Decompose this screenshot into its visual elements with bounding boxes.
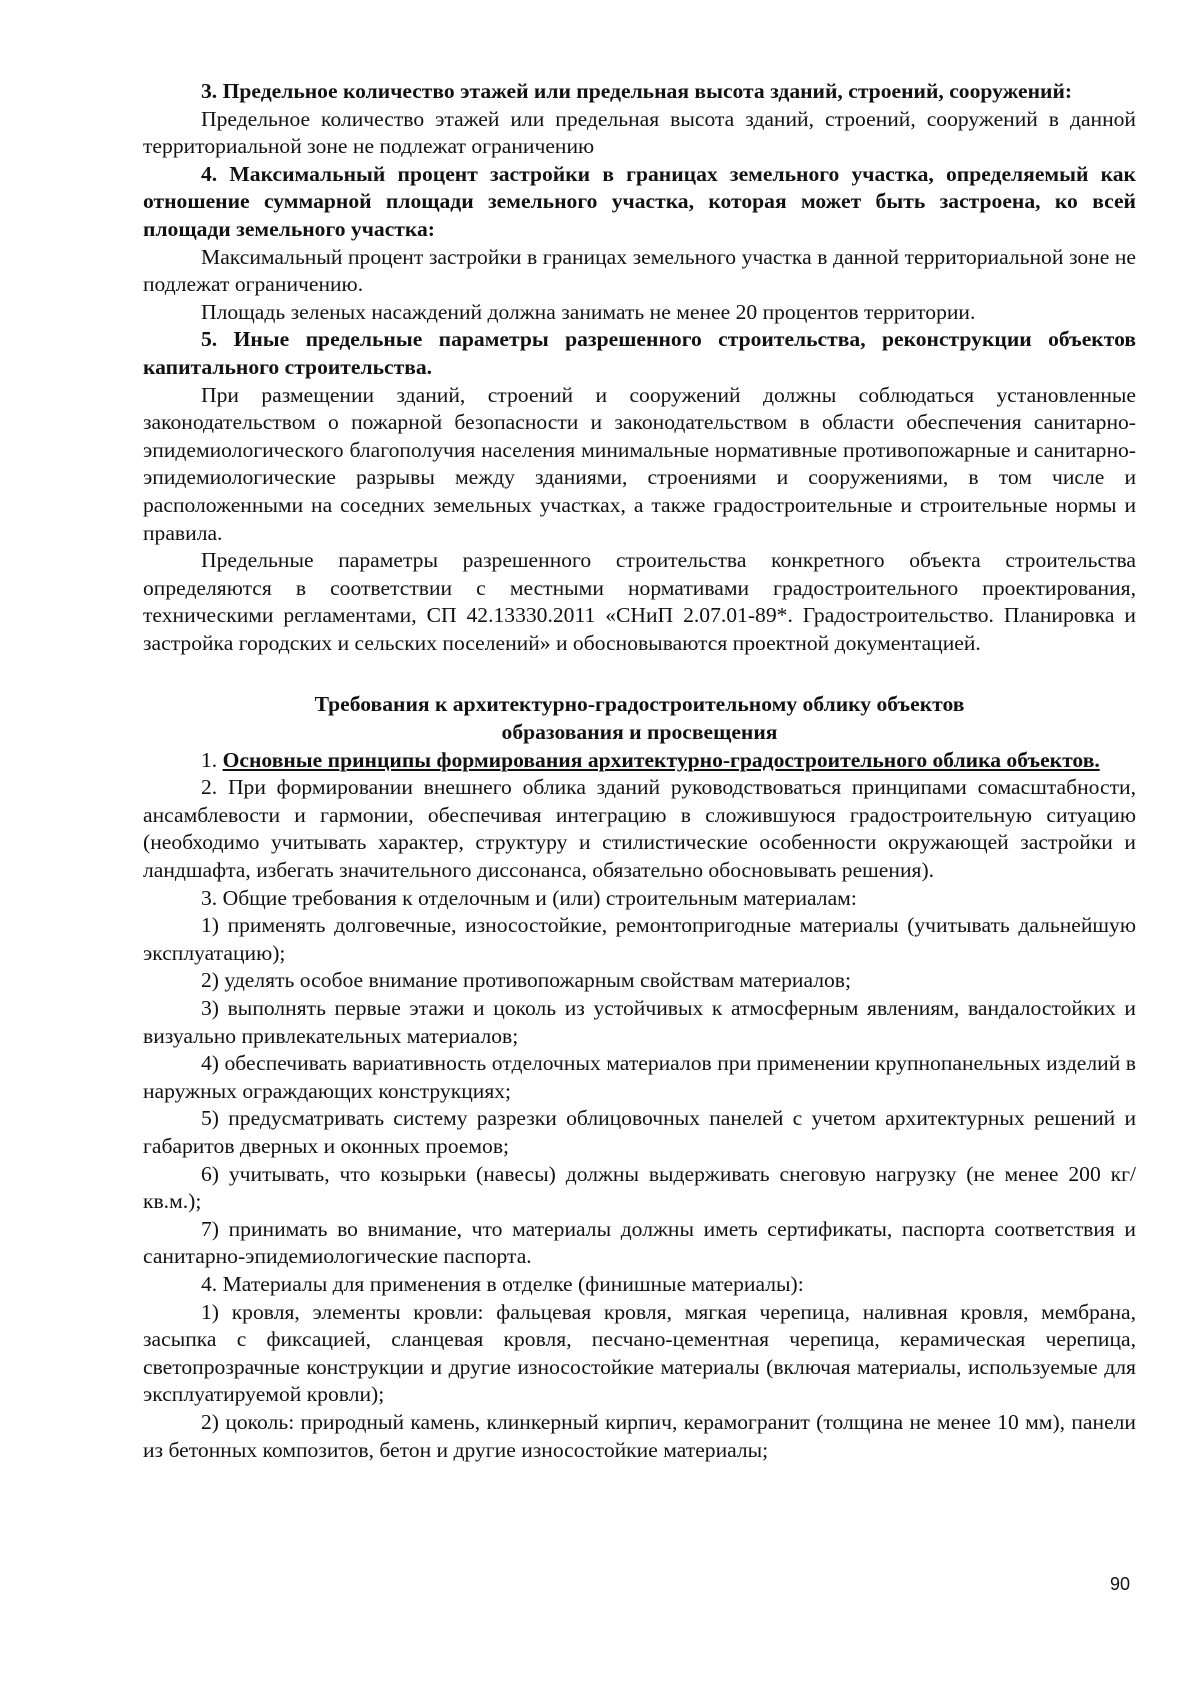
page-number: 90 xyxy=(1110,1574,1131,1594)
item-3-list-item: 6) учитывать, что козырьки (навесы) должны выдерживать снеговую нагрузку (не менее 200 кг/кв.м.); xyxy=(143,1161,1136,1214)
document-page xyxy=(143,78,1136,1464)
item-4-list-item: 1) кровля, элементы кровли: фальцевая кровля, мягкая черепица, наливная кровля, мембрана, засыпка с фиксацией, сланцевая кровля, песчано-цементная черепица, керамическая черепица, светопрозрачные конструкции и другие износостойкие материалы (включая материалы, используемые для эксплуатируемой кровли); xyxy=(143,1299,1136,1407)
section4-title: 4. Максимальный процент застройки в границах земельного участка, определяемый как отношение суммарной площади земельного участка, которая может быть застроена, ко всей площади земельного участка: xyxy=(143,161,1136,241)
section-spacer xyxy=(143,657,1136,691)
item-3-list-item: 2) уделять особое внимание противопожарным свойствам материалов; xyxy=(201,968,852,993)
item-3-list-item: 3) выполнять первые этажи и цоколь из устойчивых к атмосферным явлениям, вандалостойких и визуально привлекательных материалов; xyxy=(143,996,1136,1048)
item-3-list-item: 7) принимать во внимание, что материалы должны иметь сертификаты, паспорта соответствия и санитарно-эпидемиологические паспорта. xyxy=(143,1216,1136,1269)
requirements-heading-line-2: образования и просвещения xyxy=(501,720,778,745)
section5-body-1: При размещении зданий, строений и сооружений должны соблюдаться установленные законодательством о пожарной безопасности и законодательством в области обеспечения санитарно-эпидемиологического благополучия населения минимальные нормативные противопожарные и санитарно-эпидемиологические разрывы между зданиями, строениями и сооружениями, в том числе и расположенными на соседних земельных участках, а также градостроительные и строительные нормы и правила. xyxy=(143,382,1136,545)
section4-body-1: Максимальный процент застройки в границах земельного участка в данной территориальной зоне не подлежат ограничению. xyxy=(143,244,1136,297)
section5-title: 5. Иные предельные параметры разрешенного строительства, реконструкции объектов капитального строительства. xyxy=(143,327,1136,379)
item-3-list-item: 5) предусматривать систему разрезки облицовочных панелей с учетом архитектурных решений и габаритов дверных и оконных проемов; xyxy=(143,1106,1136,1158)
item-4-list-item: 2) цоколь: природный камень, клинкерный кирпич, керамогранит (толщина не менее 10 мм), панели из бетонных композитов, бетон и другие износостойкие материалы; xyxy=(143,1409,1136,1462)
section4-body-2: Площадь зеленых насаждений должна занимать не менее 20 процентов территории. xyxy=(201,299,976,324)
item-1-title: Основные принципы формирования архитектурно-градостроительного облика объектов. xyxy=(222,747,1100,772)
item-3: 3. Общие требования к отделочным и (или) строительным материалам: xyxy=(201,885,857,910)
section3-body: Предельное количество этажей или предельная высота зданий, строений, сооружений в данной территориальной зоне не подлежат ограничению xyxy=(143,106,1136,159)
requirements-heading-line-1: Требования к архитектурно-градостроительному облику объектов xyxy=(314,692,965,717)
section5-body-2: Предельные параметры разрешенного строительства конкретного объекта строительства определяются в соответствии с местными нормативами градостроительного проектирования, техническими регламентами, СП 42.13330.2011 «СНиП 2.07.01-89*. Градостроительство. Планировка и застройка городских и сельских поселений» и обосновываются проектной документацией. xyxy=(143,548,1136,655)
item-3-list-item: 1) применять долговечные, износостойкие, ремонтопригодные материалы (учитывать дальнейшую эксплуатацию); xyxy=(143,913,1136,965)
section3-title: 3. Предельное количество этажей или предельная высота зданий, строений, сооружений: xyxy=(201,79,1073,103)
item-4: 4. Материалы для применения в отделке (финишные материалы): xyxy=(201,1271,804,1296)
item-3-list-item: 4) обеспечивать вариативность отделочных материалов при применении крупнопанельных изделий в наружных ограждающих конструкциях; xyxy=(143,1051,1136,1103)
item-2: 2. При формировании внешнего облика зданий руководствоваться принципами сомасштабности, ансамблевости и гармонии, обеспечивая интеграцию в сложившуюся градостроительную ситуацию (необходимо учитывать характер, структуру и стилистические особенности окружающей застройки и ландшафта, избегать значительного диссонанса, обязательно обосновывать решения). xyxy=(143,775,1136,883)
item-1-number: 1. xyxy=(201,747,218,772)
item-1 xyxy=(143,747,1136,775)
